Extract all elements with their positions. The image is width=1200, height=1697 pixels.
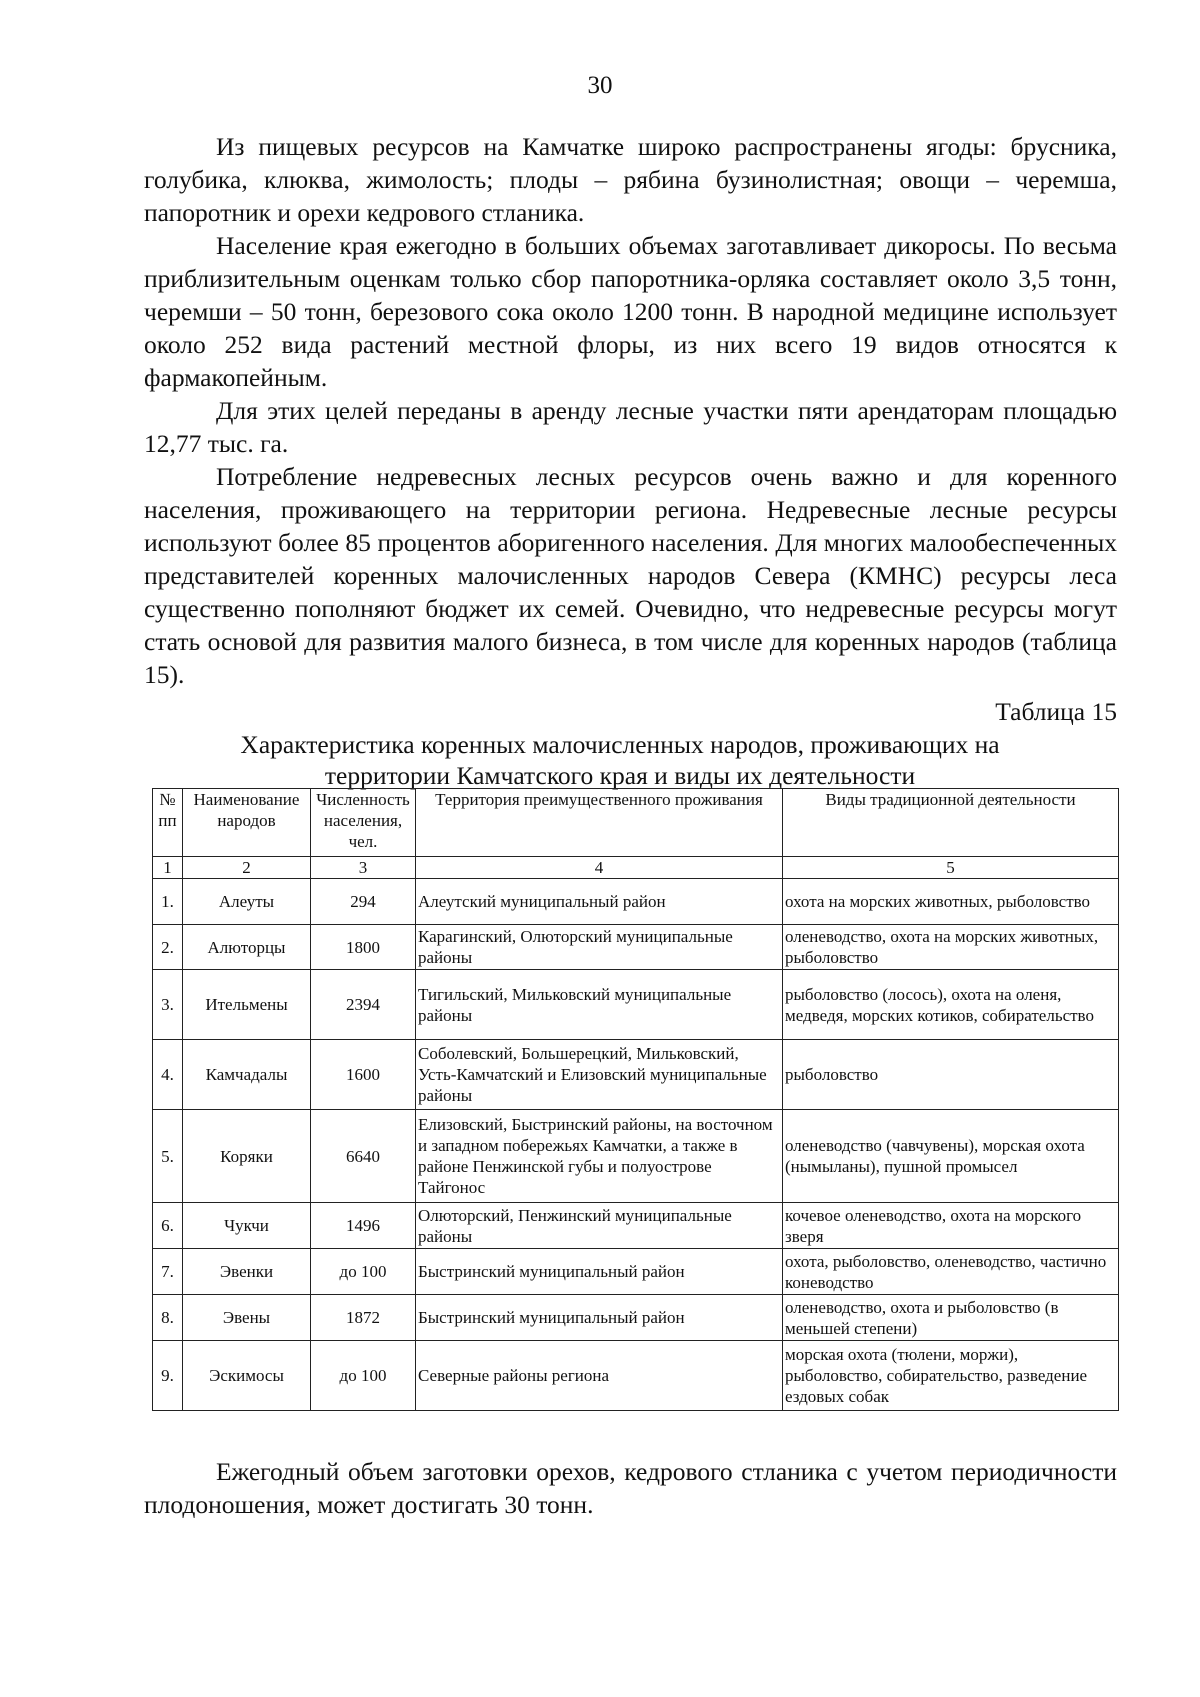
header-cell: Численность населения, чел. bbox=[311, 789, 416, 857]
paragraph: Потребление недревесных лесных ресурсов очень важно и для коренного населения, проживающего на территории региона. Недревесные лесные ресурсы используют более 85 процентов аборигенного населения. Для многих малообеспеченных представителей коренных малочисленных народов Севера (КМНС) ресурсы леса существенно пополняют бюджет их семей. Очевидно, что недревесные ресурсы могут стать основой для развития малого бизнеса, в том числе для коренных народов (таблица 15). bbox=[144, 462, 1117, 689]
body-text bbox=[144, 130, 1117, 691]
activity: оленеводство, охота на морских животных, рыболовство bbox=[783, 925, 1119, 970]
activity: кочевое оленеводство, охота на морского зверя bbox=[783, 1203, 1119, 1249]
population: 294 bbox=[311, 879, 416, 925]
territory: Елизовский, Быстринский районы, на восточном и западном побережьях Камчатки, а также в районе Пенжинской губы и полуострове Тайгонос bbox=[416, 1110, 783, 1203]
activity: рыболовство bbox=[783, 1040, 1119, 1110]
territory: Тигильский, Мильковский муниципальные районы bbox=[416, 970, 783, 1040]
table-row bbox=[153, 1295, 1119, 1341]
paragraph: Население края ежегодно в больших объемах заготавливает дикоросы. По весьма приблизительным оценкам только сбор папоротника-орляка составляет около 3,5 тонн, черемши – 50 тонн, березового сока около 1200 тонн. В народной медицине использует около 252 вида растений местной флоры, из них всего 19 видов относятся к фармакопейным. bbox=[144, 231, 1117, 392]
population: 1872 bbox=[311, 1295, 416, 1341]
paragraph: Из пищевых ресурсов на Камчатке широко распространены ягоды: брусника, голубика, клюква, жимолость; плоды – рябина бузинолистная; овощи – черемша, папоротник и орехи кедрового стланика. bbox=[144, 132, 1117, 227]
population: 1496 bbox=[311, 1203, 416, 1249]
table-row bbox=[153, 1110, 1119, 1203]
row-number: 7. bbox=[153, 1249, 183, 1295]
column-number: 4 bbox=[416, 857, 783, 879]
header-cell: Территория преимущественного проживания bbox=[416, 789, 783, 857]
table-row bbox=[153, 1341, 1119, 1411]
activity: морская охота (тюлени, моржи), рыболовство, собирательство, разведение ездовых собак bbox=[783, 1341, 1119, 1411]
table-label: Таблица 15 bbox=[995, 697, 1117, 726]
header-cell: № пп bbox=[153, 789, 183, 857]
table-row bbox=[153, 1249, 1119, 1295]
header-cell: Наименование народов bbox=[183, 789, 311, 857]
population: 1600 bbox=[311, 1040, 416, 1110]
row-number: 6. bbox=[153, 1203, 183, 1249]
population: до 100 bbox=[311, 1249, 416, 1295]
activity: рыболовство (лосось), охота на оленя, медведя, морских котиков, собирательство bbox=[783, 970, 1119, 1040]
territory: Северные районы региона bbox=[416, 1341, 783, 1411]
row-number: 9. bbox=[153, 1341, 183, 1411]
peoples-table bbox=[152, 788, 1119, 1411]
paragraph: Для этих целей переданы в аренду лесные участки пяти арендаторам площадью 12,77 тыс. га. bbox=[144, 396, 1117, 458]
activity: охота, рыболовство, оленеводство, частично коневодство bbox=[783, 1249, 1119, 1295]
territory: Карагинский, Олюторский муниципальные районы bbox=[416, 925, 783, 970]
table-row bbox=[153, 1040, 1119, 1110]
activity: охота на морских животных, рыболовство bbox=[783, 879, 1119, 925]
territory: Соболевский, Большерецкий, Мильковский, Усть-Камчатский и Елизовский муниципальные районы bbox=[416, 1040, 783, 1110]
table-row bbox=[153, 970, 1119, 1040]
territory: Быстринский муниципальный район bbox=[416, 1295, 783, 1341]
column-number: 2 bbox=[183, 857, 311, 879]
population: 6640 bbox=[311, 1110, 416, 1203]
activity: оленеводство, охота и рыболовство (в меньшей степени) bbox=[783, 1295, 1119, 1341]
column-number: 3 bbox=[311, 857, 416, 879]
row-number: 3. bbox=[153, 970, 183, 1040]
people-name: Эвены bbox=[183, 1295, 311, 1341]
column-number-row bbox=[153, 857, 1119, 879]
row-number: 4. bbox=[153, 1040, 183, 1110]
population: 1800 bbox=[311, 925, 416, 970]
table-row bbox=[153, 879, 1119, 925]
population: до 100 bbox=[311, 1341, 416, 1411]
people-name: Эвенки bbox=[183, 1249, 311, 1295]
table-header-row bbox=[153, 789, 1119, 857]
people-name: Камчадалы bbox=[183, 1040, 311, 1110]
header-cell: Виды традиционной деятельности bbox=[783, 789, 1119, 857]
column-number: 5 bbox=[783, 857, 1119, 879]
paragraph: Ежегодный объем заготовки орехов, кедрового стланика с учетом периодичности плодоношения, может достигать 30 тонн. bbox=[144, 1457, 1117, 1519]
territory: Быстринский муниципальный район bbox=[416, 1249, 783, 1295]
row-number: 8. bbox=[153, 1295, 183, 1341]
people-name: Ительмены bbox=[183, 970, 311, 1040]
closing-text bbox=[144, 1455, 1117, 1521]
people-name: Эскимосы bbox=[183, 1341, 311, 1411]
people-name: Алеуты bbox=[183, 879, 311, 925]
people-name: Коряки bbox=[183, 1110, 311, 1203]
people-name: Чукчи bbox=[183, 1203, 311, 1249]
people-name: Алюторцы bbox=[183, 925, 311, 970]
page-number: 30 bbox=[587, 72, 613, 99]
activity: оленеводство (чавчувены), морская охота (нымыланы), пушной промысел bbox=[783, 1110, 1119, 1203]
table-row bbox=[153, 1203, 1119, 1249]
row-number: 2. bbox=[153, 925, 183, 970]
population: 2394 bbox=[311, 970, 416, 1040]
table-title: Характеристика коренных малочисленных народов, проживающих на территории Камчатского края и виды их деятельности bbox=[240, 730, 1000, 790]
table-row bbox=[153, 925, 1119, 970]
territory: Олюторский, Пенжинский муниципальные районы bbox=[416, 1203, 783, 1249]
row-number: 5. bbox=[153, 1110, 183, 1203]
territory: Алеутский муниципальный район bbox=[416, 879, 783, 925]
row-number: 1. bbox=[153, 879, 183, 925]
column-number: 1 bbox=[153, 857, 183, 879]
